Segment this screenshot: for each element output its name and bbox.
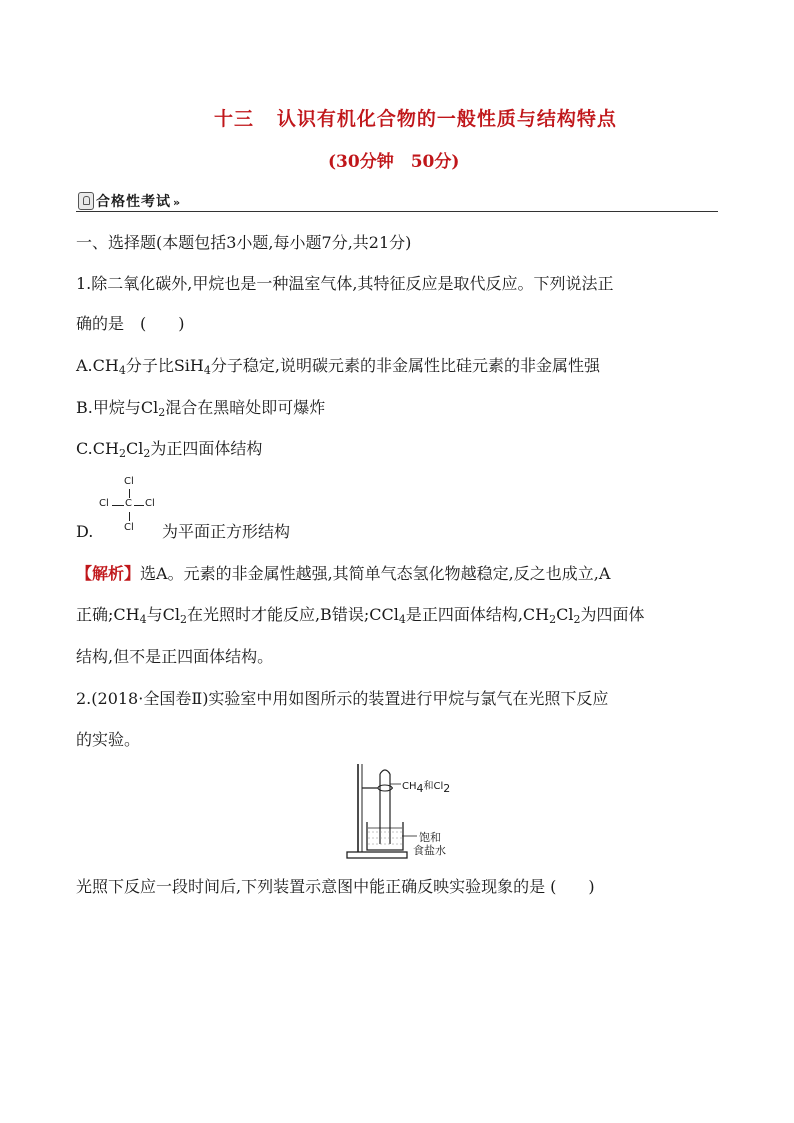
page-title [214, 104, 617, 131]
bond-right [134, 505, 144, 506]
title-number: 十三 [214, 108, 255, 130]
q1-option-c: $C.CH_2Cl_2$为正四面体结构 [76, 439, 263, 460]
ccl4-structure [98, 476, 162, 536]
liquid-label-line1: 饱和 [419, 831, 441, 844]
q2-question: 光照下反应一段时间后,下列装置示意图中能正确反映实验现象的是 ( ) [76, 877, 595, 896]
analysis-line3: 结构,但不是正四面体结构。 [76, 647, 274, 666]
section-header [76, 190, 718, 212]
gas-label: $CH_4$和$Cl_2$ [402, 781, 451, 795]
bond-top [129, 489, 130, 498]
liquid-label-line2: 食盐水 [413, 844, 446, 857]
q1-stem-line1: 1.除二氧化碳外,甲烷也是一种温室气体,其特征反应是取代反应。下列说法正 [76, 274, 614, 293]
q1-option-d-text: 为平面正方形结构 [162, 522, 291, 541]
section-divider [76, 211, 718, 212]
analysis-label: 【解析】 [76, 564, 141, 583]
q1-option-d-letter: D. [76, 522, 94, 541]
bond-left [112, 505, 124, 506]
structure-top-cl: Cl [124, 476, 134, 487]
analysis-line1: 【解析】选A。元素的非金属性越强,其简单气态氢化物越稳定,反之也成立,A [76, 564, 611, 583]
section-label: 合格性考试 » [96, 194, 182, 210]
structure-center-c: C [125, 498, 132, 509]
structure-right-cl: Cl [145, 498, 155, 509]
apparatus-figure [345, 762, 505, 862]
lightbulb-icon [78, 192, 94, 210]
q2-stem-line1: 2.(2018·全国卷Ⅱ)实验室中用如图所示的装置进行甲烷与氯气在光照下反应 [76, 689, 609, 708]
q2-stem-line2: 的实验。 [76, 730, 141, 749]
time-info: (30分钟 50分) [328, 152, 460, 172]
part-title: 一、选择题(本题包括3小题,每小题7分,共21分) [76, 233, 412, 252]
q1-stem-line2: 确的是 ( ) [76, 314, 185, 333]
title-text: 认识有机化合物的一般性质与结构特点 [276, 108, 617, 130]
analysis-line2: 正确$;CH_4$与$Cl_2$在光照时才能反应,B错误;CCl$_4$是正四面体结构$,CH_2Cl_2$为四面体 [76, 605, 645, 626]
structure-bottom-cl: Cl [124, 522, 134, 533]
structure-left-cl: Cl [99, 498, 109, 509]
bond-bottom [129, 512, 130, 521]
q1-option-b: B.甲烷与$Cl_2$混合在黑暗处即可爆炸 [76, 398, 326, 419]
q1-option-a: $A.CH_4$分子比SiH$_4$分子稳定,说明碳元素的非金属性比硅元素的非金属性强 [76, 356, 600, 377]
